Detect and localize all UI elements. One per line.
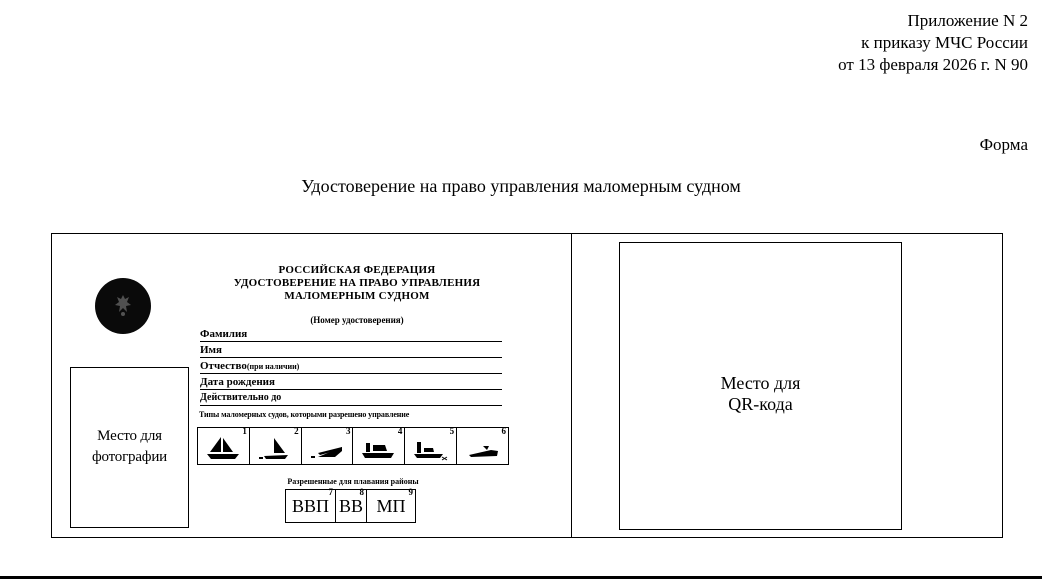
card-header-line-2: УДОСТОВЕРЕНИЕ НА ПРАВО УПРАВЛЕНИЯ: [233, 277, 481, 289]
field-patronymic-note: (при наличии): [246, 362, 300, 371]
zone-code: ВВП: [291, 496, 329, 516]
field-name: Имя: [200, 343, 502, 358]
zone-number: 7: [328, 487, 333, 497]
qr-text-line-2: QR-кода: [728, 394, 793, 414]
zone-number: 9: [408, 487, 413, 497]
emblem-icon: [95, 278, 151, 334]
vessel-type-cell: [353, 428, 405, 464]
vessel-type-number: 5: [449, 426, 455, 436]
zone-code: ВВ: [338, 496, 363, 516]
zones-row: [285, 489, 416, 523]
zone-cell: [367, 487, 415, 522]
field-birth-date: Дата рождения: [200, 375, 502, 390]
number-note: (Номер удостоверения): [310, 315, 404, 325]
card-header-line-3: МАЛОМЕРНЫМ СУДНОМ: [284, 290, 430, 302]
zone-code: МП: [376, 496, 406, 516]
vessel-type-cell: [457, 428, 508, 464]
field-patronymic: [200, 359, 502, 374]
qr-text-line-1: Место для: [720, 373, 801, 393]
card-fold-line: [571, 234, 572, 537]
vessel-type-number: 2: [294, 426, 299, 436]
zone-cell: [336, 487, 367, 522]
vessel-types-row: [197, 427, 509, 465]
field-patronymic-label: Отчество: [200, 360, 247, 372]
vessel-types-caption: Типы маломерных судов, которыми разрешено управление: [199, 410, 410, 419]
qr-placeholder-text: [620, 373, 901, 415]
card-header-line-1: РОССИЙСКАЯ ФЕДЕРАЦИЯ: [278, 264, 436, 276]
photo-text-line-1: Место для: [97, 428, 162, 444]
zone-cell: [286, 487, 336, 522]
bottom-rule: [0, 576, 1042, 579]
document-title: Удостоверение на право управления маломерным судном: [301, 176, 741, 196]
photo-placeholder: [70, 367, 189, 528]
vessel-type-number: 3: [345, 426, 351, 436]
vessel-type-number: 4: [397, 426, 403, 436]
photo-text-line-2: фотографии: [92, 449, 167, 465]
vessel-type-number: 1: [242, 426, 247, 436]
zones-caption: Разрешенные для плавания районы: [287, 477, 419, 486]
form-label: Форма: [979, 135, 1028, 154]
card-header: [202, 264, 512, 303]
qr-placeholder: [619, 242, 902, 530]
vessel-type-cell: [198, 428, 250, 464]
vessel-type-cell: [405, 428, 457, 464]
license-card: [51, 233, 1003, 538]
annex-line-1: Приложение N 2: [907, 11, 1028, 30]
annex-line-3: от 13 февраля 2026 г. N 90: [838, 55, 1028, 74]
photo-placeholder-text: [71, 426, 188, 468]
vessel-type-cell: [302, 428, 354, 464]
vessel-type-cell: [250, 428, 302, 464]
zone-number: 8: [359, 487, 364, 497]
field-valid-until: Действительно до: [200, 391, 502, 406]
annex-header: [838, 10, 1028, 76]
field-surname: Фамилия: [200, 327, 502, 342]
annex-line-2: к приказу МЧС России: [861, 33, 1028, 52]
vessel-type-number: 6: [501, 426, 506, 436]
